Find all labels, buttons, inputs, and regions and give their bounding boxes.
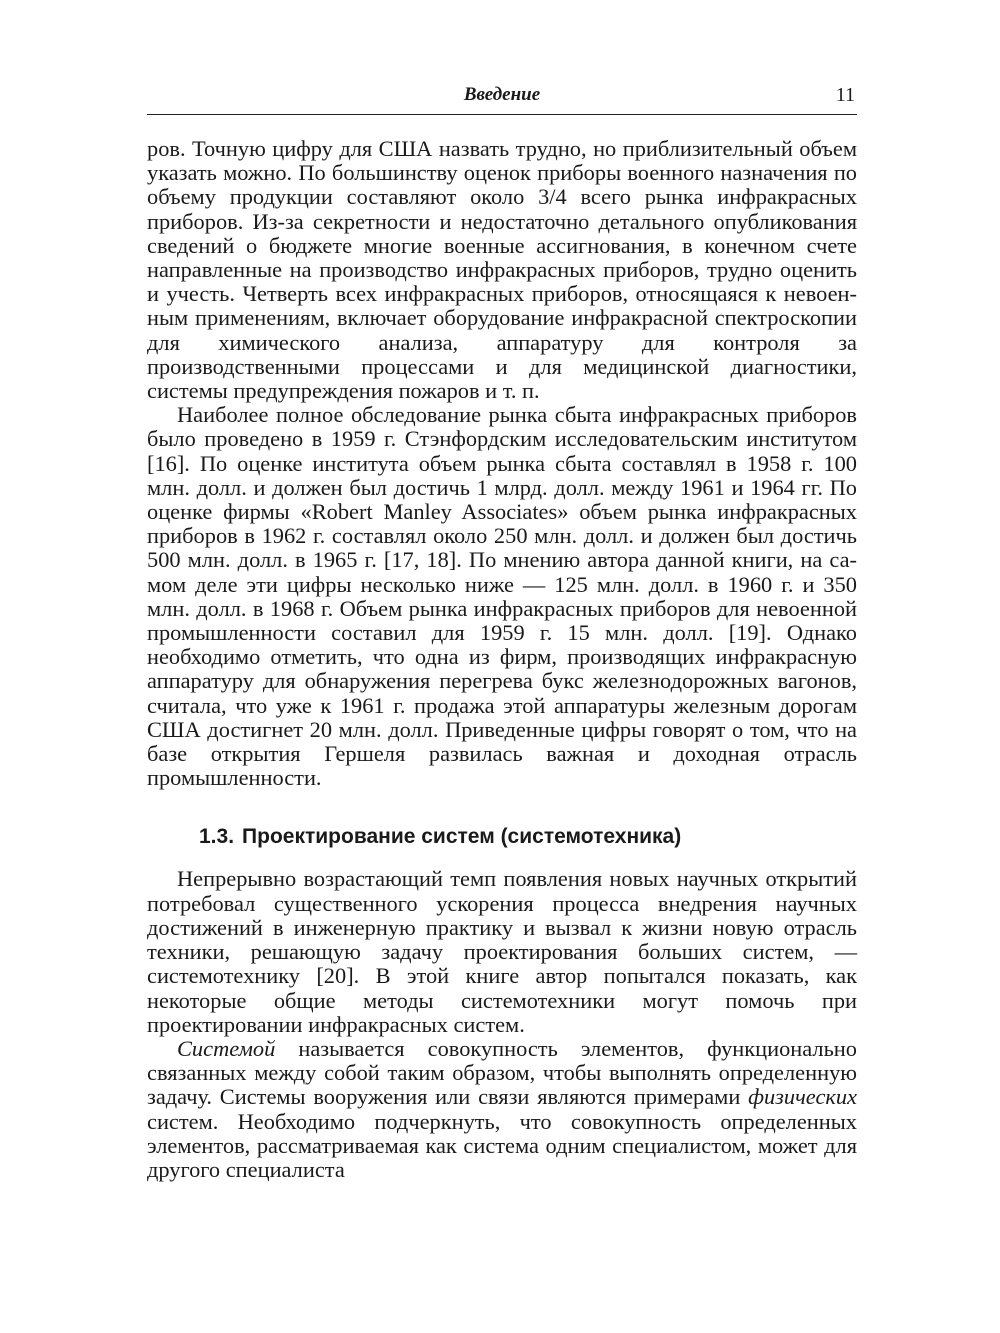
paragraph-4-part-b: систем. Необходимо подчеркнуть, что совокупность определенных элементов, рассматриваемая как система одним специалистом, может для другого специалиста	[147, 1108, 857, 1182]
paragraph-3: Непрерывно возрастающий темп появления новых научных открытий потребовал существенного ускорения процесса внедрения научных достижений в инженерную практику и вызвал к жизни новую отрасль техники, решающую задачу проектирования больших систем, — системотехнику [20]. В этой книге автор попытался показать, как некоторые общие методы системотехники могут помочь при проектировании инфракрасных систем.	[147, 866, 857, 1037]
page-number: 11	[835, 84, 855, 106]
running-title: Введение	[463, 84, 541, 105]
body-text	[147, 137, 857, 1182]
term-system: Системой	[177, 1035, 276, 1061]
paragraph-4	[147, 1037, 857, 1182]
term-physical: физических	[748, 1084, 857, 1110]
section-title: Проектирование систем (системотехника)	[242, 825, 682, 849]
running-header	[147, 82, 857, 115]
paragraph-2: Наиболее полное обследование рынка сбыта инфракрасных приборов было проведено в 1959 г. Стэнфордским исследовательским институтом [16]. По оценке института объем рынка сбыта составлял в 1958 г. 100 млн. долл. и должен был достичь 1 млрд. долл. между 1961 и 1964 гг. По оценке фирмы «Robert Manley Associates» объем рынка инфракрасных приборов в 1962 г. составлял около 250 млн. долл. и должен был достичь 500 млн. долл. в 1965 г. [17, 18]. По мнению автора данной книги, на самом деле эти цифры несколько ниже — 125 млн. долл. в 1960 г. и 350 млн. долл. в 1968 г. Объем рынка инфракрасных приборов для невоенной промышленности составил для 1959 г. 15 млн. долл. [19]. Однако необходимо отметить, что одна из фирм, производящих инфракрасную аппаратуру для обнаружения перегрева букс железнодорожных вагонов, считала, что уже к 1961 г. продажа этой аппаратуры железным дорогам США достигнет 20 млн. долл. Приведенные цифры говорят о том, что на базе открытия Гершеля развилась важная и доходная отрасль промышленности.	[147, 402, 857, 791]
paragraph-1: ров. Точную цифру для США назвать трудно, но приблизительный объем указать можно. По большинству оценок приборы военного назначения по объему продукции составляют около 3/4 всего рынка инфракрасных приборов. Из-за секретности и недостаточно детального опубликования сведений о бюджете многие военные ассигнования, в конечном счете направленные на производство инфракрасных приборов, трудно оценить и учесть. Четверть всех инфракрасных приборов, относящаяся к невоенным применениям, включает оборудование инфракрасной спектроскопии для химического анализа, аппаратуру для контроля за производственными процессами и для медицинской диагностики, системы предупреждения пожаров и т. п.	[147, 136, 857, 404]
section-number: 1.3.	[199, 825, 235, 849]
paragraph-4-part-a: называется совокупность элементов, функционально связанных между собой таким образом, чтобы выполнять определенную задачу. Системы вооружения или связи являются примерами	[147, 1035, 857, 1110]
section-heading	[199, 824, 857, 850]
